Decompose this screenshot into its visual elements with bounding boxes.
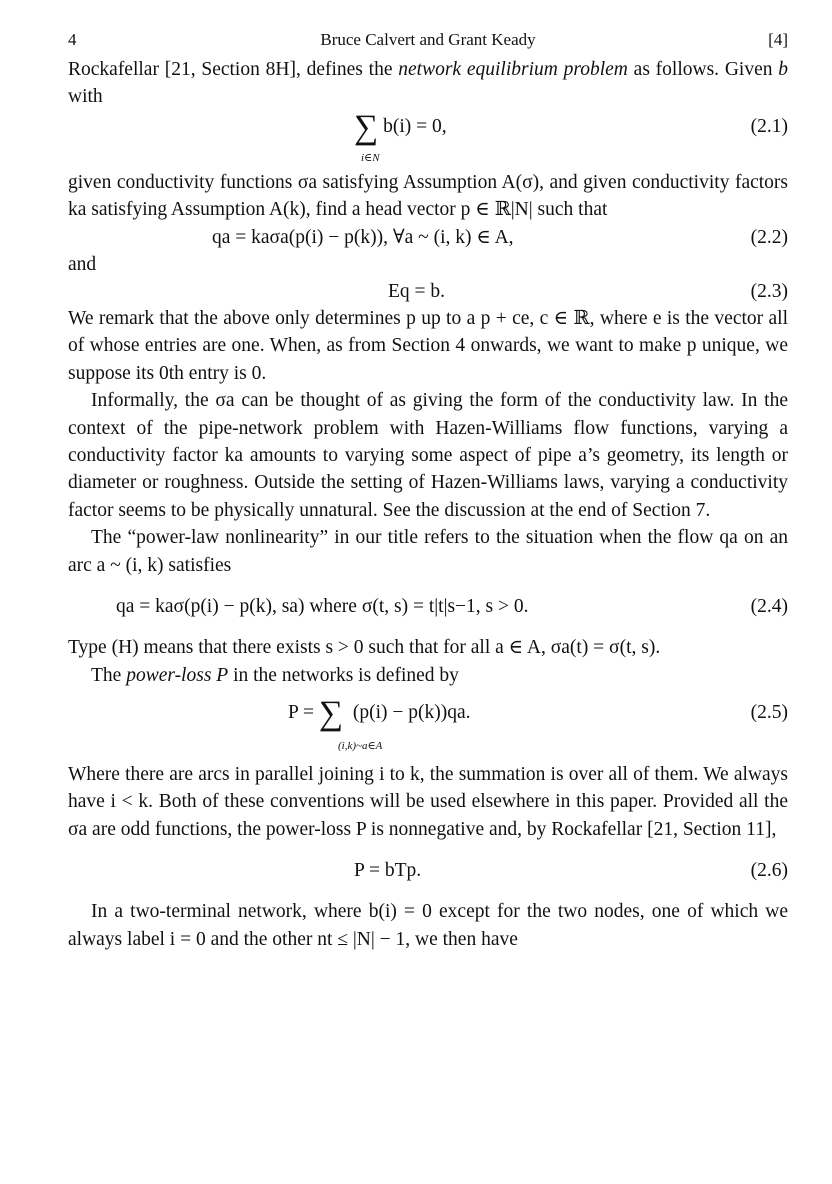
paragraph-power-law: The “power-law nonlinearity” in our title refers to the situation when the flow qa on an arc a ~ (i, k) satisfies: [68, 527, 788, 576]
running-head: [68, 30, 788, 56]
paragraph-remark: We remark that the above only determines p up to a p + ce, c ∈ ℝ, where e is the vector all of whose entries are one. When, as from Section 4 onwards, we want to make p unique, we suppose its 0th entry is 0.: [68, 308, 788, 384]
equation-2-5-tag: (2.5): [750, 701, 788, 723]
equation-2-3: [68, 278, 788, 305]
equation-2-1-body: b(i) = 0,: [383, 115, 447, 137]
paragraph-parallel-arcs: Where there are arcs in parallel joining i to k, the summation is over all of them. We always have i < k. Both of these conventions will be used elsewhere in this paper. Provided all the σa are odd functions, the power-loss P is nonnegative and, by Rockafellar [21, Section 11],: [68, 763, 788, 840]
equation-2-6-body: P = bTp.: [354, 860, 422, 882]
paragraph-two-terminal: In a two-terminal network, where b(i) = 0 except for the two nodes, one of which we always label i = 0 and the other nt ≤ |N| − 1, we then have: [68, 901, 788, 950]
equation-2-5-lhs: P =: [288, 701, 314, 723]
equation-2-3-tag: (2.3): [750, 281, 788, 303]
equation-2-2-body: qa = kaσa(p(i) − p(k)), ∀a ~ (i, k) ∈ A,: [212, 226, 514, 248]
paragraph-conductivity: given conductivity functions σa satisfying Assumption A(σ), and given conductivity factors ka satisfying Assumption A(k), find a head vector p ∈ ℝ|N| such that: [68, 171, 788, 221]
equation-2-2-tag: (2.2): [750, 226, 788, 248]
page-number: 4: [68, 30, 77, 49]
equation-2-1-tag: (2.1): [750, 115, 788, 137]
section-marker: [4]: [768, 30, 788, 49]
equation-2-4-tag: (2.4): [750, 596, 788, 618]
paper-page: [68, 30, 788, 953]
equation-2-2: [68, 224, 788, 251]
running-title: Bruce Calvert and Grant Keady: [320, 30, 536, 49]
paragraph-intro: Rockafellar [21, Section 8H], defines the network equilibrium problem as follows. Given b with: [68, 59, 789, 108]
paragraph-informally: Informally, the σa can be thought of as giving the form of the conductivity law. In the context of the pipe-network problem with Hazen-Williams flow functions, varying a conductivity factor ka amounts to varying some aspect of pipe a’s geometry, its length or diameter or roughness. Outside the setting of Hazen-Williams laws, varying a conductivity factor seems to be physically unnatural. See the discussion at the end of Section 7.: [68, 390, 788, 521]
equation-2-5-rhs: (p(i) − p(k))qa.: [352, 701, 471, 723]
equation-2-1: ∑ b(i) = 0, i∈N (2.1): [68, 111, 788, 169]
equation-2-5-index: (i,k)~a∈A: [338, 739, 383, 752]
equation-2-4-body: qa = kaσ(p(i) − p(k), sa) where σ(t, s) = t|t|s−1, s > 0.: [116, 596, 529, 618]
equation-2-1-index: i∈N: [361, 151, 380, 164]
equation-2-4: [68, 593, 788, 620]
equation-2-6-tag: (2.6): [750, 860, 788, 882]
paragraph-type-h: Type (H) means that there exists s > 0 such that for all a ∈ A, σa(t) = σ(t, s).: [68, 637, 661, 659]
paragraph-and: and: [68, 253, 97, 275]
paragraph-power-loss: The power-loss P in the networks is defined by: [91, 664, 459, 686]
equation-2-6: [68, 857, 788, 884]
emphasis-term: network equilibrium problem: [398, 59, 628, 80]
equation-2-5: P = ∑ (p(i) − p(k))qa. (i,k)~a∈A (2.5): [68, 695, 788, 761]
equation-2-3-body: Eq = b.: [388, 281, 446, 303]
emphasis-power-loss: power-loss P: [126, 664, 229, 686]
